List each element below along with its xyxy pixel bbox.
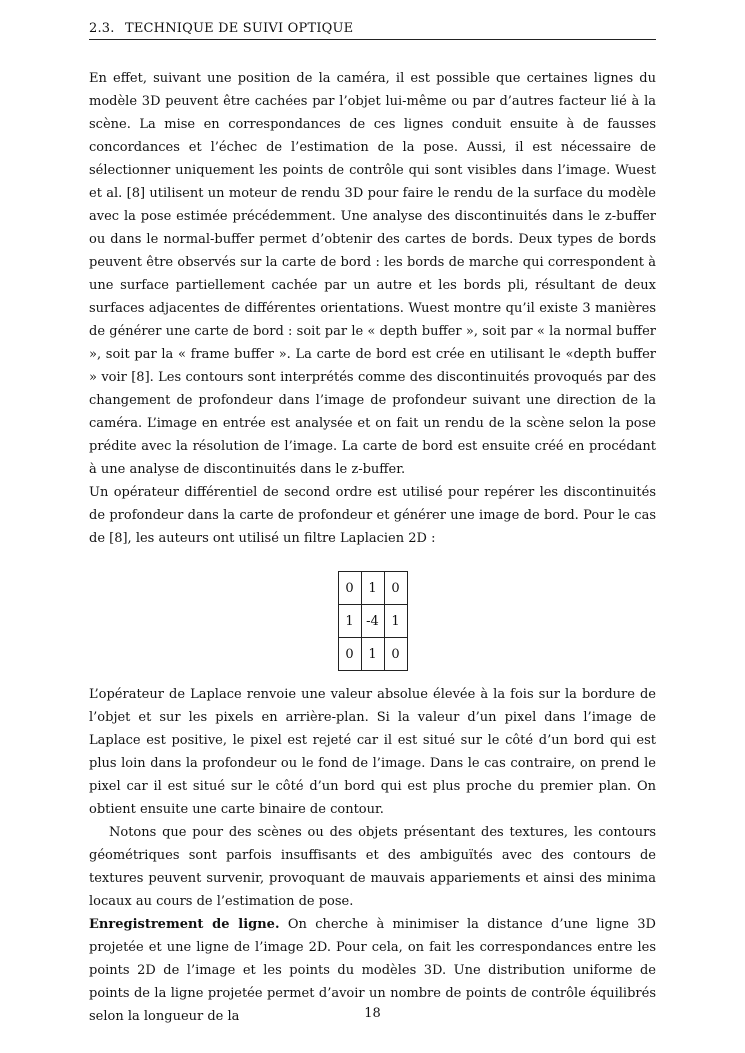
paragraph-textures: Notons que pour des scènes ou des objets présentant des textures, les contours géométriques sont parfois insuffisants et des ambiguïtés avec des contours de textures peuvent survenir, provoquant de mauvais appariements et ainsi des minima locaux au cours de l’estimation de pose. xyxy=(89,825,656,909)
kernel-cell: -4 xyxy=(361,605,384,638)
kernel-cell: 0 xyxy=(384,572,407,605)
kernel-row xyxy=(338,572,407,605)
paragraph-edge-maps: En effet, suivant une position de la caméra, il est possible que certaines lignes du modèle 3D peuvent être cachées par l’objet lui-même ou par d’autres facteur lié à la scène. La mise en correspondances de ces lignes conduit ensuite à de fausses concordances et l’échec de l’estimation de la pose. Aussi, il est nécessaire de sélectionner uniquement les points de contrôle qui sont visibles dans l’image. Wuest et al. [8] utilisent un moteur de rendu 3D pour faire le rendu de la surface du modèle avec la pose estimée précédemment. Une analyse des discontinuités dans le z-buffer ou dans le normal-buffer permet d’obtenir des cartes de bords. Deux types de bords peuvent être observés sur la carte de bord : les bords de marche qui correspondent à une surface partiellement cachée par un autre et les bords pli, résultant de deux surfaces adjacentes de différentes orientations. Wuest montre qu’il existe 3 manières de générer une carte de bord : soit par le « depth buffer », soit par « la normal buffer », soit par la « frame buffer ». La carte de bord est crée en utilisant le «depth buffer » voir [8]. Les contours sont interprétés comme des discontinuités provoqués par des changement de profondeur dans l’image de profondeur suivant une direction de la caméra. L’image en entrée est analysée et on fait un rendu de la scène selon la pose prédite avec la résolution de l’image. La carte de bord est ensuite créé en procédant à une analyse de discontinuités dans le z-buffer. xyxy=(89,71,656,477)
section-title: TECHNIQUE DE SUIVI OPTIQUE xyxy=(124,21,354,36)
running-header xyxy=(89,21,656,40)
kernel-table xyxy=(338,571,408,671)
kernel-cell: 0 xyxy=(338,572,361,605)
kernel-cell: 0 xyxy=(384,638,407,671)
kernel-row xyxy=(338,638,407,671)
kernel-row xyxy=(338,605,407,638)
kernel-cell: 1 xyxy=(361,572,384,605)
kernel-cell: 1 xyxy=(384,605,407,638)
paragraph-text: On cherche à minimiser la distance d’une ligne 3D projetée et une ligne de l’image 2D. Pour cela, on fait les correspondances entre les points 2D de l’image et les points du modèles 3D. Une distribution uniforme de points de la ligne projetée permet d’avoir un nombre de points de contrôle équilibrés selon la longueur de la xyxy=(89,917,656,1024)
paragraph-laplacian-intro: Un opérateur différentiel de second ordre est utilisé pour repérer les discontinuités de profondeur dans la carte de profondeur et générer une image de bord. Pour le cas de [8], les auteurs ont utilisé un filtre Laplacien 2D : xyxy=(89,485,656,546)
page-body xyxy=(89,67,656,1028)
page-number: 18 xyxy=(364,1006,381,1021)
paragraph-laplace-operator: L’opérateur de Laplace renvoie une valeur absolue élevée à la fois sur la bordure de l’objet et sur les pixels en arrière-plan. Si la valeur d’un pixel dans l’image de Laplace est positive, le pixel est rejeté car il est situé sur le côté d’un bord qui est plus loin dans la profondeur ou le fond de l’image. Dans le cas contraire, on prend le pixel car il est situé sur le côté d’un bord qui est plus proche du premier plan. On obtient ensuite une carte binaire de contour. xyxy=(89,687,656,817)
paragraph-heading: Enregistrement de ligne. xyxy=(89,917,280,932)
kernel-cell: 0 xyxy=(338,638,361,671)
kernel-cell: 1 xyxy=(361,638,384,671)
section-number: 2.3. xyxy=(89,21,115,36)
kernel-cell: 1 xyxy=(338,605,361,638)
laplacian-kernel xyxy=(89,571,656,671)
